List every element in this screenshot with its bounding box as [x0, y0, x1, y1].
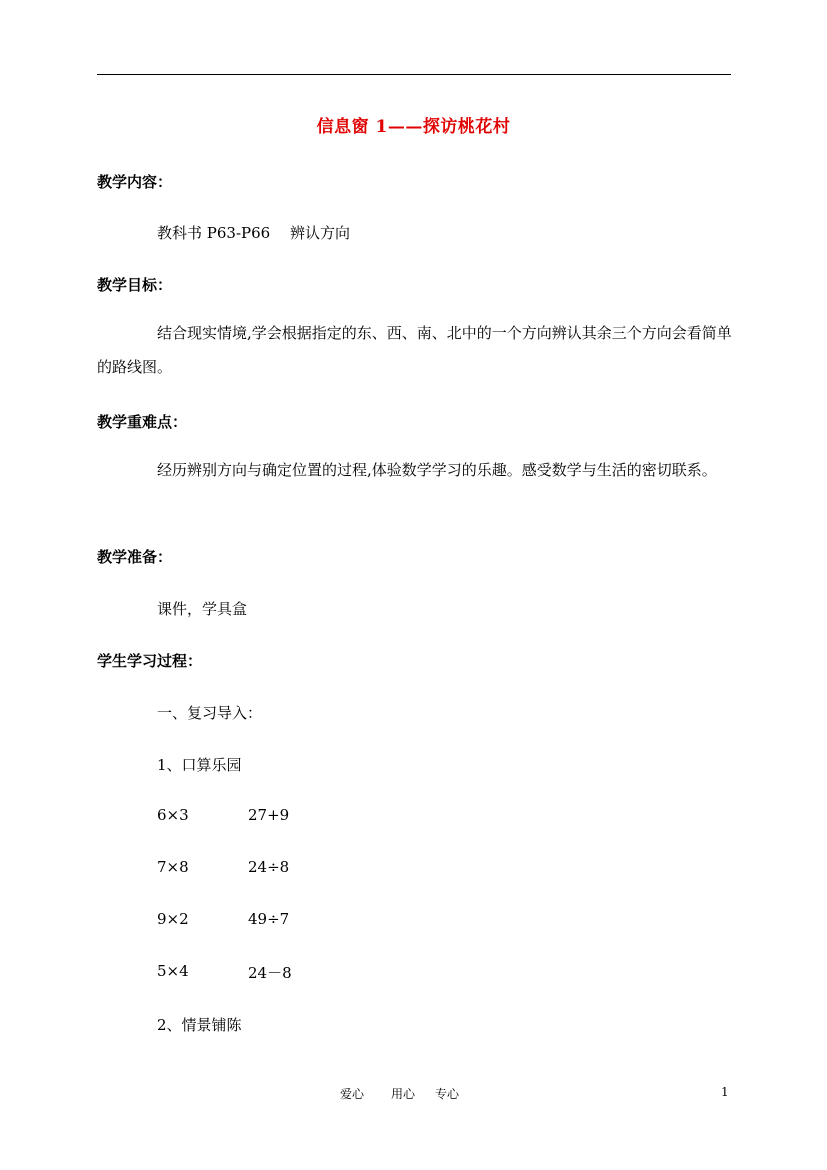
page-title: 信息窗 1——探访桃花村 — [316, 117, 511, 137]
process-sub-2: 2、情景铺陈 — [157, 1016, 242, 1034]
content-text: 教科书 P63-P66 辨认方向 — [157, 224, 350, 242]
footer-slogan-1: 爱心 — [340, 1087, 365, 1101]
calc-left: 6×3 — [157, 806, 189, 824]
calc-left: 5×4 — [157, 962, 189, 980]
page-number: 1 — [721, 1085, 729, 1099]
header-rule — [97, 74, 731, 75]
prep-heading: 教学准备： — [97, 548, 173, 566]
prep-text: 课件，学具盒 — [157, 600, 248, 618]
calc-right: 27+9 — [248, 806, 290, 824]
key-heading: 教学重难点： — [97, 413, 188, 431]
process-step-1: 一、复习导入： — [157, 704, 263, 722]
calc-left: 9×2 — [157, 910, 189, 928]
calc-right: 24÷8 — [248, 858, 290, 876]
footer-slogan-2: 用心 — [391, 1087, 416, 1101]
calc-right: 24－8 — [248, 964, 292, 982]
content-heading: 教学内容： — [97, 173, 173, 191]
process-heading: 学生学习过程： — [97, 652, 203, 670]
goal-heading: 教学目标： — [97, 276, 173, 294]
calc-right: 49÷7 — [248, 910, 290, 928]
footer-slogan-3: 专心 — [435, 1087, 460, 1101]
key-text: 经历辨别方向与确定位置的过程,体验数学学习的乐趣。感受数学与生活的密切联系。 — [157, 461, 717, 479]
process-sub-1: 1、口算乐园 — [157, 756, 242, 774]
goal-text: 结合现实情境,学会根据指定的东、西、南、北中的一个方向辨认其余三个方向会看简单的路线图。 — [97, 324, 732, 376]
calc-left: 7×8 — [157, 858, 189, 876]
